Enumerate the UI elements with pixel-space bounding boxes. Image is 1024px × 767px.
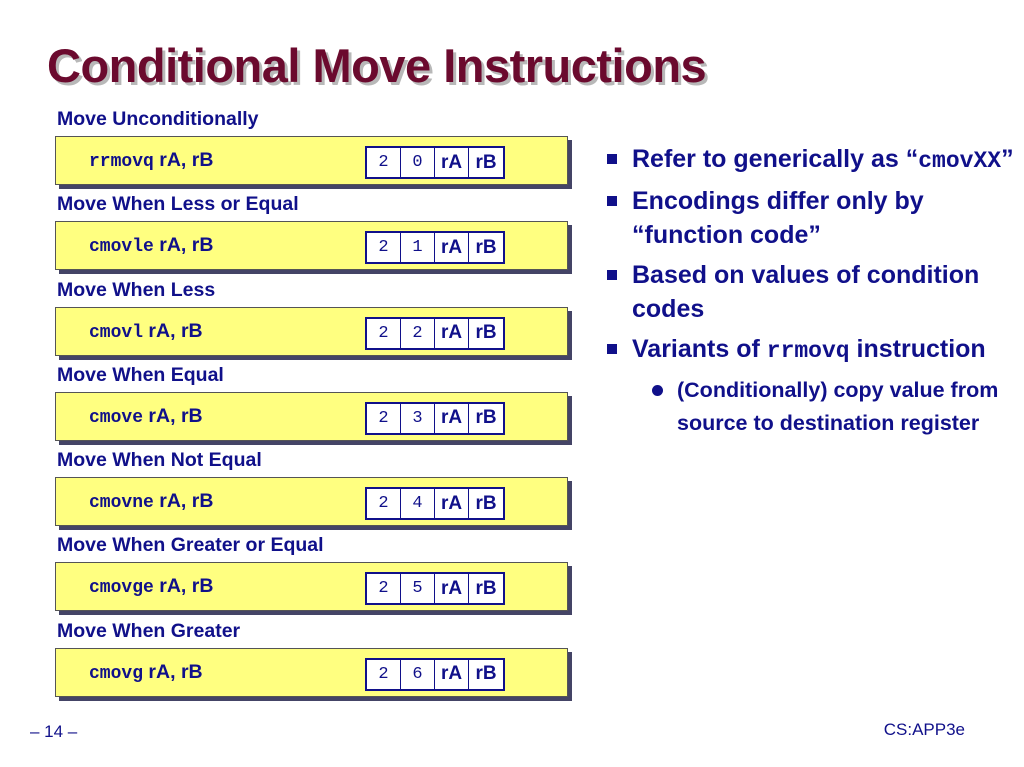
rb-cell: rB — [475, 151, 497, 173]
instruction-box — [55, 307, 568, 356]
course-label: CS:APP3e — [883, 720, 965, 739]
bullet-list — [605, 142, 1015, 440]
instruction-cmovge — [57, 534, 577, 619]
instruction-cmovle — [57, 193, 577, 278]
encoding-bytes — [365, 146, 505, 179]
encoding-bytes — [365, 317, 505, 350]
instruction-label: Move When Less — [57, 278, 216, 301]
assembly-syntax — [89, 149, 213, 172]
instruction-label: Move When Less or Equal — [57, 193, 299, 216]
instruction-cmove — [57, 364, 577, 449]
encoding-bytes — [365, 572, 505, 605]
operands: rA, rB — [153, 149, 214, 171]
fn-cell: 1 — [401, 233, 435, 262]
instruction-box — [55, 136, 568, 185]
encoding-bytes — [365, 487, 505, 520]
ra-cell: rA — [435, 489, 469, 518]
bullet-text: Based on values of condition codes — [632, 261, 980, 323]
instruction-box — [55, 648, 568, 697]
icode-cell: 2 — [367, 660, 401, 689]
instruction-label: Move When Equal — [57, 363, 224, 386]
mnemonic: cmovl — [89, 322, 144, 343]
fn-cell: 3 — [401, 404, 435, 433]
operands: rA, rB — [153, 490, 214, 513]
mnemonic: cmovge — [89, 578, 154, 599]
rb-cell: rB — [475, 236, 497, 258]
sub-bullet-copy — [605, 374, 1015, 440]
sub-bullet-text: (Conditionally) copy value from source to destination register — [677, 378, 999, 435]
instruction-label: Move When Greater or Equal — [57, 534, 324, 557]
ra-cell: rA — [435, 404, 469, 433]
instruction-cmovl — [57, 279, 577, 364]
assembly-syntax — [89, 575, 213, 598]
square-bullet-icon — [607, 270, 617, 280]
fn-cell: 0 — [401, 148, 435, 177]
assembly-syntax — [89, 234, 213, 257]
instruction-box — [55, 477, 568, 526]
fn-cell: 5 — [401, 574, 435, 603]
encoding-bytes — [365, 402, 505, 435]
icode-cell: 2 — [367, 319, 401, 348]
instruction-cmovne — [57, 449, 577, 534]
icode-cell: 2 — [367, 404, 401, 433]
bullet-generic-name — [605, 142, 1015, 178]
encoding-bytes — [365, 658, 505, 691]
assembly-syntax — [89, 490, 213, 513]
rb-cell: rB — [475, 407, 497, 429]
assembly-syntax — [89, 320, 203, 343]
instruction-label: Move When Not Equal — [57, 449, 262, 472]
icode-cell: 2 — [367, 148, 401, 177]
ra-cell: rA — [435, 574, 469, 603]
rb-cell: rB — [475, 492, 497, 514]
operands: rA, rB — [153, 575, 214, 598]
operands: rA, rB — [153, 234, 214, 257]
bullet-code: cmovXX — [918, 148, 1002, 174]
bullet-code: rrmovq — [766, 338, 850, 364]
square-bullet-icon — [607, 154, 617, 164]
page-number: – 14 – — [30, 722, 78, 741]
fn-cell: 6 — [401, 660, 435, 689]
bullet-text-end: instruction — [849, 335, 986, 363]
bullet-text: Variants of — [632, 335, 767, 363]
fn-cell: 2 — [401, 319, 435, 348]
ra-cell: rA — [435, 233, 469, 262]
encoding-bytes — [365, 231, 505, 264]
instruction-box — [55, 562, 568, 611]
operands: rA, rB — [143, 404, 203, 427]
bullet-text-end: ” — [1001, 145, 1014, 173]
instruction-rrmovq — [57, 108, 577, 193]
rb-cell: rB — [475, 663, 497, 685]
rb-cell: rB — [475, 577, 497, 599]
icode-cell: 2 — [367, 233, 401, 262]
mnemonic: cmovne — [89, 493, 154, 514]
bullet-condition-codes — [605, 258, 1015, 326]
mnemonic: rrmovq — [89, 152, 154, 172]
icode-cell: 2 — [367, 489, 401, 518]
page-title: Conditional Move Instructions — [47, 39, 707, 92]
ra-cell: rA — [435, 319, 469, 348]
mnemonic: cmove — [89, 407, 144, 428]
bullet-variants — [605, 332, 1015, 368]
assembly-syntax — [89, 405, 203, 428]
instruction-list — [57, 108, 577, 705]
ra-cell: rA — [435, 660, 469, 689]
fn-cell: 4 — [401, 489, 435, 518]
operands: rA, rB — [143, 660, 203, 683]
bullet-encodings — [605, 184, 1015, 252]
instruction-label: Move Unconditionally — [57, 108, 259, 130]
assembly-syntax — [89, 661, 203, 684]
bullet-text: Encodings differ only by “function code” — [632, 187, 924, 249]
ra-cell: rA — [435, 148, 469, 177]
icode-cell: 2 — [367, 574, 401, 603]
square-bullet-icon — [607, 344, 617, 354]
round-bullet-icon — [652, 385, 663, 396]
mnemonic: cmovg — [89, 663, 144, 684]
instruction-cmovg — [57, 620, 577, 705]
operands: rA, rB — [143, 319, 203, 342]
instruction-box — [55, 392, 568, 441]
rb-cell: rB — [475, 322, 497, 344]
mnemonic: cmovle — [89, 237, 154, 258]
square-bullet-icon — [607, 196, 617, 206]
instruction-box — [55, 221, 568, 270]
instruction-label: Move When Greater — [57, 619, 241, 642]
bullet-text: Refer to generically as “ — [632, 145, 919, 173]
